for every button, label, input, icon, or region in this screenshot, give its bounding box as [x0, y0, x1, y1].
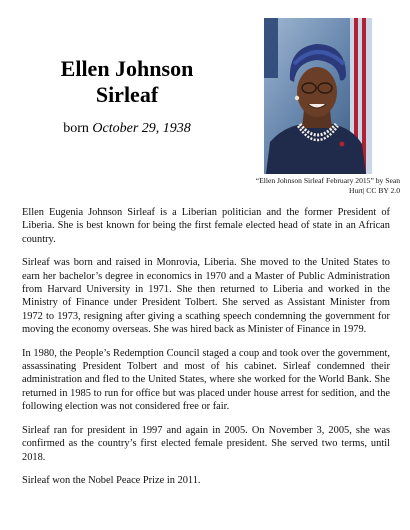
portrait-illustration [264, 18, 372, 174]
photo-caption [236, 176, 400, 196]
birth-date: October 29, 1938 [92, 121, 191, 136]
paragraph-intro: Ellen Eugenia Johnson Sirleaf is a Liberian politician and the former President of Liberia. She is best known for being the first female elected head of state in an African country. [22, 207, 390, 245]
paragraph-early-life: Sirleaf was born and raised in Monrovia, Liberia. She moved to the United States to earn her bachelor’s degree in economics in 1970 and a Master of Public Administration from Harvard University in 1971. She then returned to Liberia and worked in the Ministry of Finance under President Tolbert. She served as Assistant Minister from 1972 to 1973, resigning after giving a scathing speech condemning the government for moving the economy overseas. She was hired back as Minister of Finance in 1979. [22, 257, 390, 336]
caption-line-1: “Ellen Johnson Sirleaf February 2015” by Sean [255, 176, 400, 185]
page-title [22, 56, 232, 108]
paragraph-presidency: Sirleaf ran for president in 1997 and again in 2005. On November 3, 2005, she was confirmed as the country’s first elected female president. She served two terms, until 2018. [22, 424, 390, 463]
paragraph-coup: In 1980, the People’s Redemption Council staged a coup and took over the government, assassinating President Tolbert and most of his cabinet. Sirleaf condemned their administration and fled to the United States, where she worked for the World Bank. She returned in 1985 to run for office but was placed under house arrest for sedition, and the following election was not considered free or fair. [22, 347, 390, 413]
caption-line-2: Hurt| CC BY 2.0 [348, 186, 400, 195]
biography-text [22, 206, 390, 497]
paragraph-nobel: Sirleaf won the Nobel Peace Prize in 2011. [22, 474, 201, 486]
born-label: born [63, 121, 89, 136]
title-line-2: Sirleaf [95, 82, 159, 107]
title-line-1: Ellen Johnson [60, 56, 194, 81]
birth-date-line [22, 121, 232, 137]
portrait-photo [264, 18, 372, 174]
